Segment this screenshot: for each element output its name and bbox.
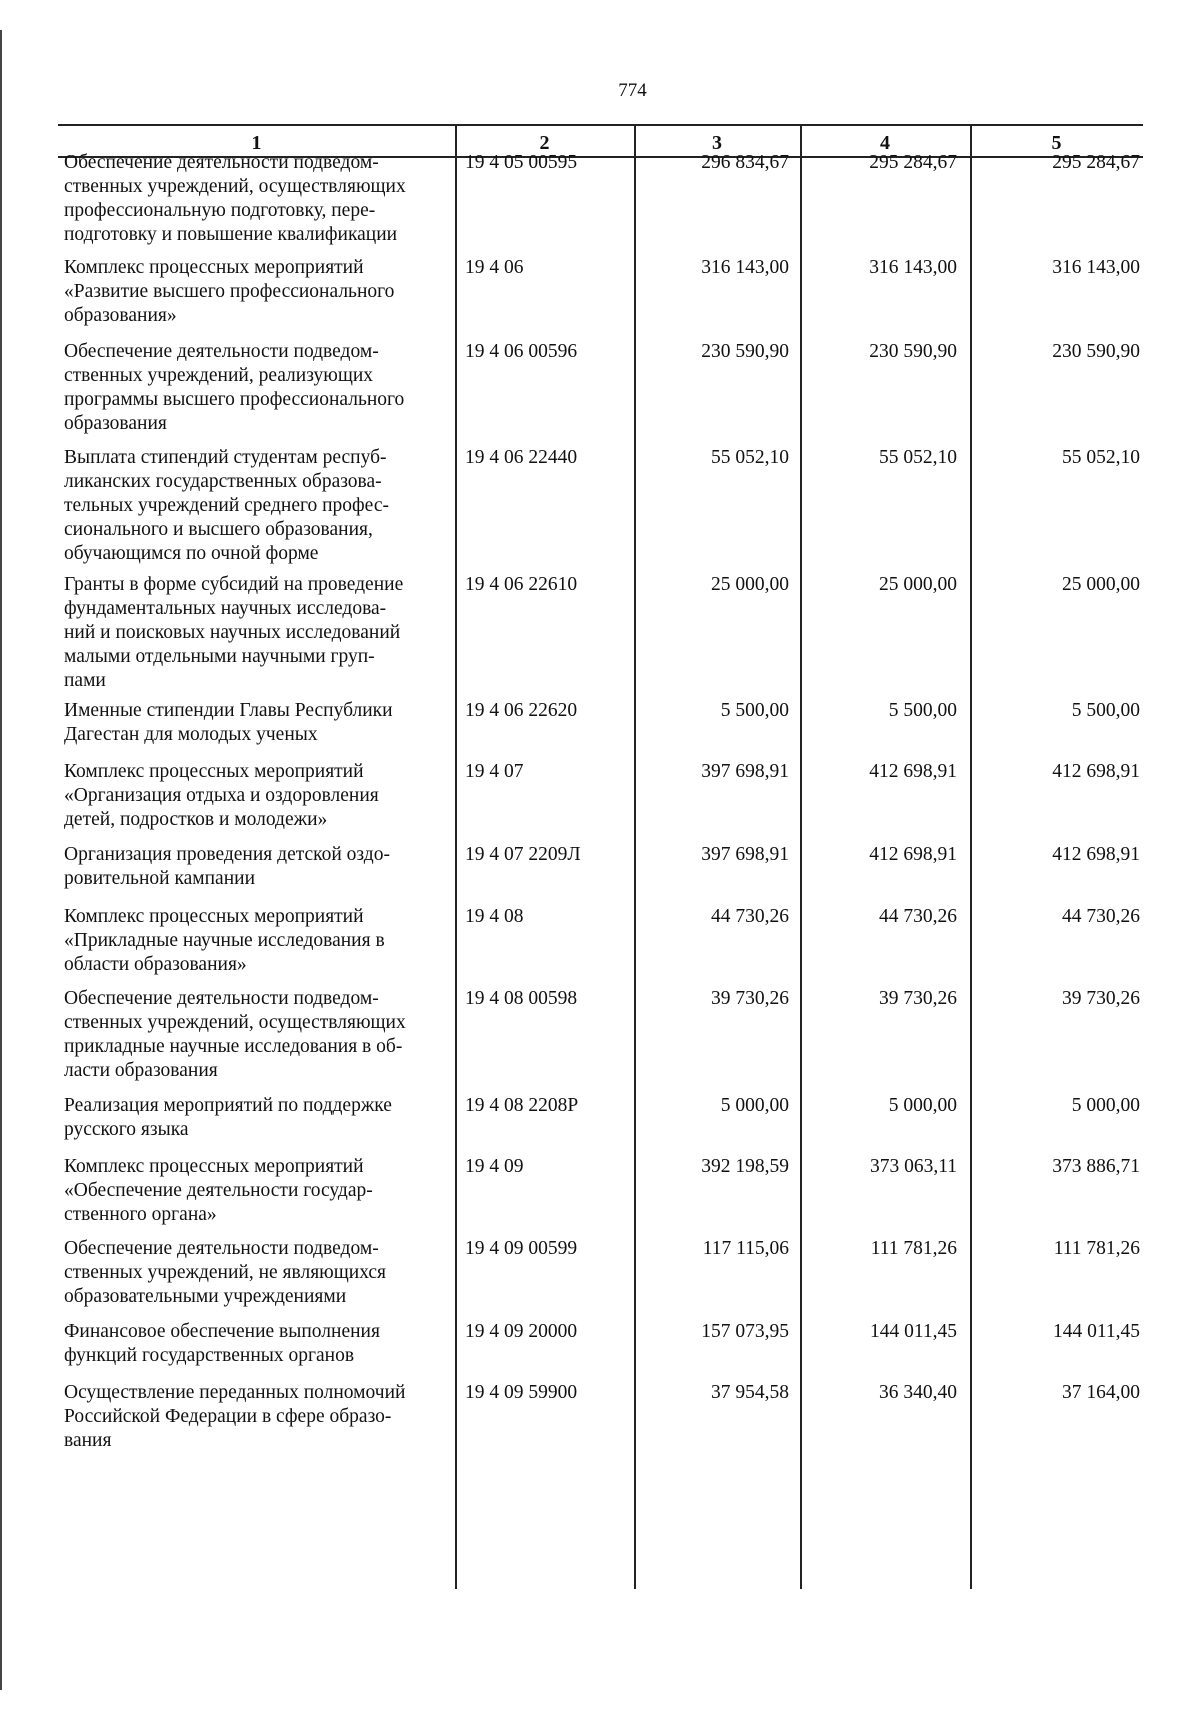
row-value-col3: 157 073,95 [701,1321,789,1342]
row-value-col5: 230 590,90 [1052,341,1140,362]
column-divider [800,124,802,1589]
row-value-col3: 5 500,00 [720,700,789,721]
row-name: Гранты в форме субсидий на проведение фундаментальных научных исследова- ний и поисковых научных исследований малыми отдельными научными груп- пами [64,574,404,691]
row-name: Комплекс процессных мероприятий «Организация отдыха и оздоровления детей, подростков и молодежи» [64,761,379,830]
row-value-col4: 55 052,10 [879,447,957,468]
row-name: Комплекс процессных мероприятий «Прикладные научные исследования в области образования» [64,906,385,975]
row-value-col5: 37 164,00 [1062,1382,1140,1403]
row-value-col4: 39 730,26 [879,988,957,1009]
row-value-col4: 44 730,26 [879,906,957,927]
row-name: Именные стипендии Главы Республики Дагестан для молодых ученых [64,700,393,745]
column-header-1: 1 [251,132,262,154]
row-value-col5: 412 698,91 [1052,844,1140,865]
row-name: Комплекс процессных мероприятий «Обеспечение деятельности государ- ственного органа» [64,1156,373,1225]
row-name: Обеспечение деятельности подведом- ственных учреждений, осуществляющих прикладные научные исследования в об- ласти образования [64,988,406,1081]
column-header-5: 5 [1051,132,1062,154]
row-value-col3: 55 052,10 [711,447,789,468]
row-code: 19 4 06 00596 [465,341,578,362]
row-value-col4: 295 284,67 [869,152,957,173]
row-value-col4: 5 500,00 [888,700,957,721]
row-value-col5: 44 730,26 [1062,906,1140,927]
row-code: 19 4 07 [465,761,524,782]
column-header-4: 4 [880,132,890,154]
row-name: Осуществление переданных полномочий Российской Федерации в сфере образо- вания [64,1382,406,1451]
row-value-col5: 144 011,45 [1052,1321,1140,1342]
row-value-col4: 144 011,45 [869,1321,957,1342]
page-number: 774 [618,80,647,101]
scan-edge-line [0,30,2,1690]
row-value-col3: 37 954,58 [711,1382,789,1403]
row-value-col5: 5 000,00 [1071,1095,1140,1116]
row-name: Финансовое обеспечение выполнения функций государственных органов [64,1321,380,1366]
row-value-col4: 111 781,26 [870,1238,957,1259]
row-value-col5: 412 698,91 [1052,761,1140,782]
row-value-col5: 5 500,00 [1071,700,1140,721]
row-value-col4: 25 000,00 [879,574,957,595]
row-value-col3: 296 834,67 [701,152,789,173]
row-code: 19 4 05 00595 [465,152,578,173]
row-code: 19 4 09 [465,1156,524,1177]
row-name: Комплекс процессных мероприятий «Развитие высшего профессионального образования» [64,257,395,326]
row-value-col4: 5 000,00 [888,1095,957,1116]
row-value-col3: 230 590,90 [701,341,789,362]
row-value-col4: 230 590,90 [869,341,957,362]
row-value-col3: 117 115,06 [702,1238,789,1259]
row-value-col5: 111 781,26 [1053,1238,1140,1259]
row-value-col5: 295 284,67 [1052,152,1140,173]
column-header-2: 2 [539,132,550,154]
row-value-col5: 316 143,00 [1052,257,1140,278]
row-code: 19 4 08 00598 [465,988,578,1009]
row-code: 19 4 09 00599 [465,1238,578,1259]
row-value-col4: 373 063,11 [869,1156,957,1177]
row-code: 19 4 06 [465,257,524,278]
row-code: 19 4 06 22620 [465,700,578,721]
row-value-col3: 39 730,26 [711,988,789,1009]
row-name: Реализация мероприятий по поддержке русского языка [64,1095,392,1140]
row-value-col3: 316 143,00 [701,257,789,278]
row-code: 19 4 09 59900 [465,1382,578,1403]
row-value-col4: 412 698,91 [869,761,957,782]
row-value-col4: 36 340,40 [879,1382,957,1403]
row-code: 19 4 06 22440 [465,447,578,468]
row-value-col3: 5 000,00 [720,1095,789,1116]
row-code: 19 4 08 2208Р [465,1095,579,1116]
column-header-3: 3 [712,132,722,154]
column-divider [970,124,972,1589]
row-value-col4: 412 698,91 [869,844,957,865]
row-name: Обеспечение деятельности подведом- ственных учреждений, не являющихся образовательными учреждениями [64,1238,387,1307]
row-value-col3: 397 698,91 [701,844,789,865]
row-value-col5: 25 000,00 [1062,574,1140,595]
row-code: 19 4 07 2209Л [465,844,581,865]
row-value-col3: 397 698,91 [701,761,789,782]
row-value-col5: 55 052,10 [1062,447,1140,468]
row-name: Обеспечение деятельности подведом- ственных учреждений, реализующих программы высшего профессионального образования [64,341,405,434]
row-value-col5: 373 886,71 [1052,1156,1140,1177]
row-value-col5: 39 730,26 [1062,988,1140,1009]
row-code: 19 4 06 22610 [465,574,578,595]
row-value-col3: 44 730,26 [711,906,789,927]
row-value-col3: 25 000,00 [711,574,789,595]
row-name: Выплата стипендий студентам респуб- ликанских государственных образова- тельных учреждений среднего профес- сионального и высшего образования, обучающимся по очной форме [64,447,389,564]
row-code: 19 4 09 20000 [465,1321,578,1342]
row-code: 19 4 08 [465,906,524,927]
row-name: Обеспечение деятельности подведом- ственных учреждений, осуществляющих профессиональную подготовку, пере- подготовку и повышение квалификации [64,152,406,245]
row-value-col4: 316 143,00 [869,257,957,278]
table-top-rule [58,124,1143,126]
row-value-col3: 392 198,59 [701,1156,789,1177]
row-name: Организация проведения детской оздо- ровительной кампании [64,844,390,889]
